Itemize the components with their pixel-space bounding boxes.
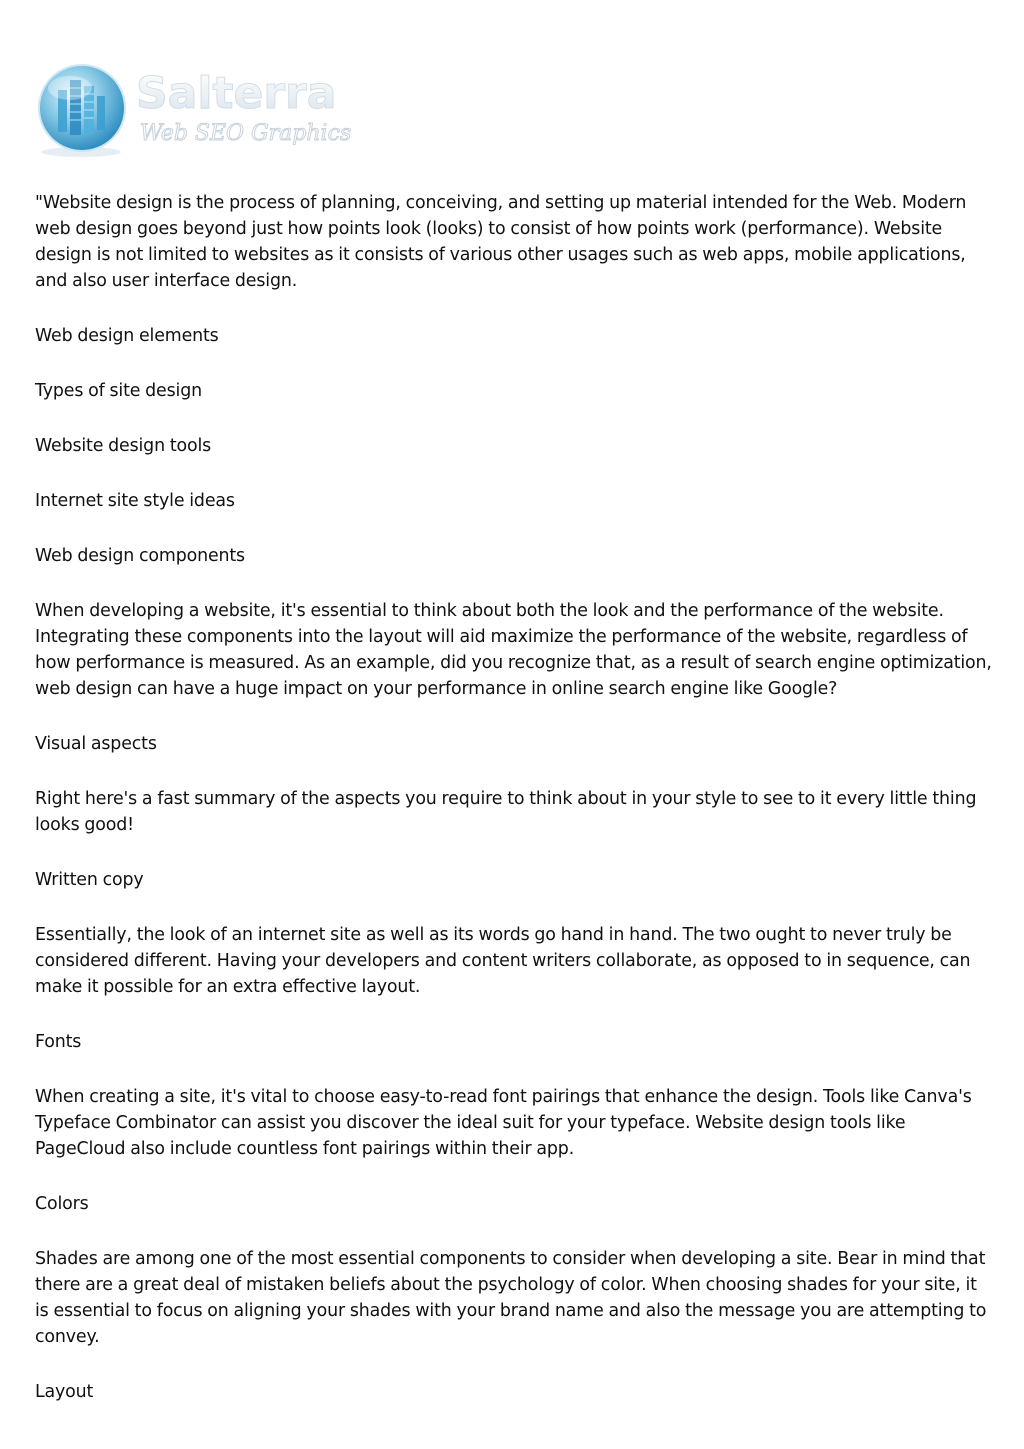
paragraph-colors: Shades are among one of the most essential components to consider when developing a site. Bear in mind that there are a great deal of mistaken beliefs about the psychology of color. When choosing shades for your site, it is essential to focus on aligning your shades with your brand name and also the message you are attempting to convey.	[35, 1249, 987, 1347]
heading-website-design-tools: Website design tools	[35, 436, 212, 456]
heading-fonts: Fonts	[35, 1032, 82, 1052]
logo-brand-name: Salterra	[136, 68, 337, 119]
heading-internet-site-style-ideas: Internet site style ideas	[35, 491, 235, 511]
globe-icon	[39, 65, 125, 157]
salterra-logo	[36, 62, 366, 162]
heading-types-of-site-design: Types of site design	[35, 381, 202, 401]
heading-colors: Colors	[35, 1194, 89, 1214]
heading-web-design-components: Web design components	[35, 546, 245, 566]
logo-graphic	[36, 62, 366, 162]
article-body	[35, 190, 995, 1434]
intro-paragraph: "Website design is the process of planning, conceiving, and setting up material intended for the Web. Modern web design goes beyond just how points look (looks) to consist of how points work (performance). Website design is not limited to websites as it consists of various other usages such as web apps, mobile applications, and also user interface design.	[35, 193, 967, 291]
logo-tagline: Web SEO Graphics	[140, 121, 352, 146]
heading-layout: Layout	[35, 1382, 94, 1402]
paragraph-developing-website: When developing a website, it's essential to think about both the look and the performance of the website. Integrating these components into the layout will aid maximize the performance of the website, regardless of how performance is measured. As an example, did you recognize that, as a result of search engine optimization, web design can have a huge impact on your performance in online search engine like Google?	[35, 601, 992, 699]
paragraph-fonts: When creating a site, it's vital to choose easy-to-read font pairings that enhance the design. Tools like Canva's Typeface Combinator can assist you discover the ideal suit for your typeface. Website design tools like PageCloud also include countless font pairings within their app.	[35, 1087, 972, 1159]
paragraph-aspects-summary: Right here's a fast summary of the aspects you require to think about in your style to see to it every little thing looks good!	[35, 789, 977, 835]
paragraph-written-copy: Essentially, the look of an internet site as well as its words go hand in hand. The two ought to never truly be considered different. Having your developers and content writers collaborate, as opposed to in sequence, can make it possible for an extra effective layout.	[35, 925, 971, 997]
heading-written-copy: Written copy	[35, 870, 144, 890]
heading-web-design-elements: Web design elements	[35, 326, 219, 346]
heading-visual-aspects: Visual aspects	[35, 734, 157, 754]
